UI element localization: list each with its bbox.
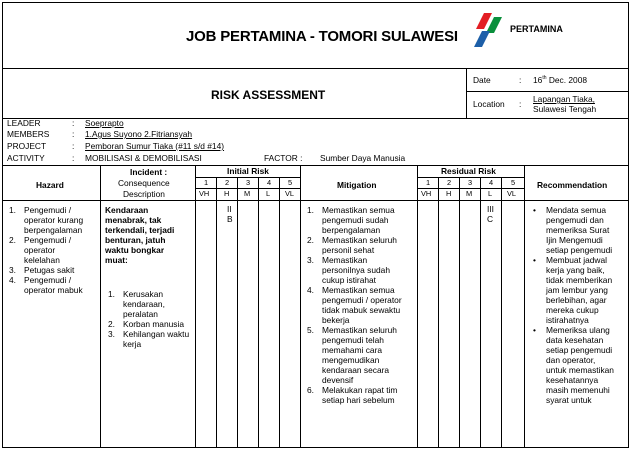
recommendation-item: • Membuat jadwal kerja yang baik, tidak memberikan jam lembur yang berlebihan, agar mereka cukup istirahatnya (533, 255, 613, 325)
consequence-item: 1. Kerusakan kendaraan, peralatan (108, 289, 165, 319)
ir-level-h: H (224, 189, 230, 198)
members-label: MEMBERS (7, 129, 50, 139)
incident-sub-2: Description (123, 189, 165, 199)
rule-col-1 (100, 165, 101, 448)
date-label: Date (473, 75, 491, 85)
initial-risk-header: Initial Risk (227, 166, 269, 176)
activity-label: ACTIVITY (7, 153, 45, 163)
consequence-item: 2. Korban manusia (108, 319, 184, 329)
ir-num-5: 5 (288, 178, 293, 187)
ir-num-1: 1 (204, 178, 209, 187)
rule-date-left (466, 68, 467, 118)
rule-col-3 (300, 165, 301, 448)
date-value (533, 76, 587, 84)
hazard-item: 2. Pengemudi / operator kelelahan (9, 235, 72, 265)
mitigation-item: 1. Memastikan semua pengemudi sudah berpengalaman (307, 205, 395, 235)
date-suffix: th (542, 75, 547, 82)
activity-colon: : (72, 153, 75, 163)
factor-value: Sumber Daya Manusia (320, 153, 406, 163)
mitigation-item: 4. Memastikan semua pengemudi / operator tidak mabuk sewaktu bekerja (307, 285, 402, 325)
members-value: 1.Agus Suyono 2.Fitriansyah (85, 129, 193, 139)
rule-col-ir3 (258, 177, 259, 448)
factor-label: FACTOR : (264, 153, 303, 163)
location-label: Location (473, 99, 505, 109)
initial-rating-level: II (227, 204, 232, 214)
rule-header-bottom (2, 68, 629, 69)
rr-level-l: L (488, 189, 493, 198)
rule-col-ir1 (216, 177, 217, 448)
pertamina-logo (470, 11, 508, 49)
rr-level-vl: VL (507, 189, 517, 198)
ir-num-3: 3 (246, 178, 251, 187)
date-colon: : (519, 75, 522, 85)
rr-level-vh: VH (421, 189, 432, 198)
risk-assessment-title: RISK ASSESSMENT (211, 88, 326, 102)
mitigation-header: Mitigation (337, 180, 377, 190)
rr-num-1: 1 (426, 178, 431, 187)
ir-level-vl: VL (285, 189, 295, 198)
date-rest: Dec. 2008 (546, 75, 588, 85)
rule-date-bottom (466, 91, 629, 92)
rule-col-rr4 (501, 177, 502, 448)
recommendation-header: Recommendation (537, 180, 608, 190)
hazard-item: 1. Pengemudi / operator kurang berpengalaman (9, 205, 84, 235)
project-label: PROJECT (7, 141, 47, 151)
hazard-list (9, 205, 99, 295)
rule-col-rr3 (480, 177, 481, 448)
rr-num-3: 3 (468, 178, 473, 187)
project-colon: : (72, 141, 75, 151)
incident-header: Incident : (130, 167, 168, 177)
members-colon: : (72, 129, 75, 139)
consequence-item: 3. Kehilangan waktu kerja (108, 329, 190, 349)
consequence-list (108, 289, 198, 349)
page-title: JOB PERTAMINA - TOMORI SULAWESI (186, 28, 458, 45)
hazard-item: 4. Pengemudi / operator mabuk (9, 275, 83, 295)
mitigation-item: 3. Memastikan personilnya sudah cukup istirahat (307, 255, 390, 285)
rule-col-rr2 (459, 177, 460, 448)
rr-level-h: H (446, 189, 452, 198)
location-value-1: Lapangan Tiaka, (533, 94, 595, 104)
rule-col-5 (524, 165, 525, 448)
residual-risk-header: Residual Risk (441, 166, 496, 176)
rule-col-header-bottom (2, 200, 629, 201)
mitigation-list (307, 205, 417, 405)
rule-activity-bottom (2, 165, 629, 166)
ir-num-2: 2 (225, 178, 230, 187)
residual-rating-level: III (487, 204, 494, 214)
leader-value: Soeprapto (85, 118, 124, 128)
recommendation-item: • Memeriksa ulang data kesehatan setiap pengemudi dan operator, untuk memastikan kesehatannya masih memenuhi syarat untuk (533, 325, 614, 405)
rule-col-rr1 (438, 177, 439, 448)
location-colon: : (519, 99, 522, 109)
rr-num-2: 2 (447, 178, 452, 187)
logo-text: PERTAMINA (510, 24, 563, 34)
hazard-item: 3. Petugas sakit (9, 265, 75, 275)
residual-rating-class: C (487, 214, 494, 224)
rule-col-4 (417, 165, 418, 448)
ir-level-l: L (266, 189, 271, 198)
rr-num-4: 4 (489, 178, 494, 187)
ir-num-4: 4 (267, 178, 272, 187)
ir-level-m: M (244, 189, 251, 198)
leader-colon: : (72, 118, 75, 128)
leader-label: LEADER (7, 118, 41, 128)
hazard-header: Hazard (36, 180, 64, 190)
recommendation-list (531, 205, 627, 447)
incident-description: Kendaraan menabrak, tak terkendali, terjadi benturan, jatuh waktu bongkar muat: (105, 205, 175, 265)
rr-num-5: 5 (511, 178, 516, 187)
mitigation-item: 5. Memastikan seluruh pengemudi telah memahami cara mengemudikan kendaraan secara devensif (307, 325, 397, 385)
rr-level-m: M (466, 189, 473, 198)
rule-col-ir4 (279, 177, 280, 448)
project-value: Pemboran Sumur Tiaka (#11 s/d #14) (85, 141, 225, 151)
activity-value: MOBILISASI & DEMOBILISASI (85, 153, 202, 163)
location-value-2: Sulawesi Tengah (533, 104, 597, 114)
mitigation-item: 2. Memastikan seluruh personil sehat (307, 235, 397, 255)
initial-rating-class: B (227, 214, 233, 224)
ir-level-vh: VH (199, 189, 210, 198)
incident-sub-1: Consequence (118, 178, 170, 188)
recommendation-item: • Mendata semua pengemudi dan memeriksa Surat Ijin Mengemudi setiap pengemudi (533, 205, 613, 255)
date-day: 16 (533, 75, 543, 85)
rule-col-ir2 (237, 177, 238, 448)
mitigation-item: 6. Melakukan rapat tim setiap hari sebelum (307, 385, 398, 405)
